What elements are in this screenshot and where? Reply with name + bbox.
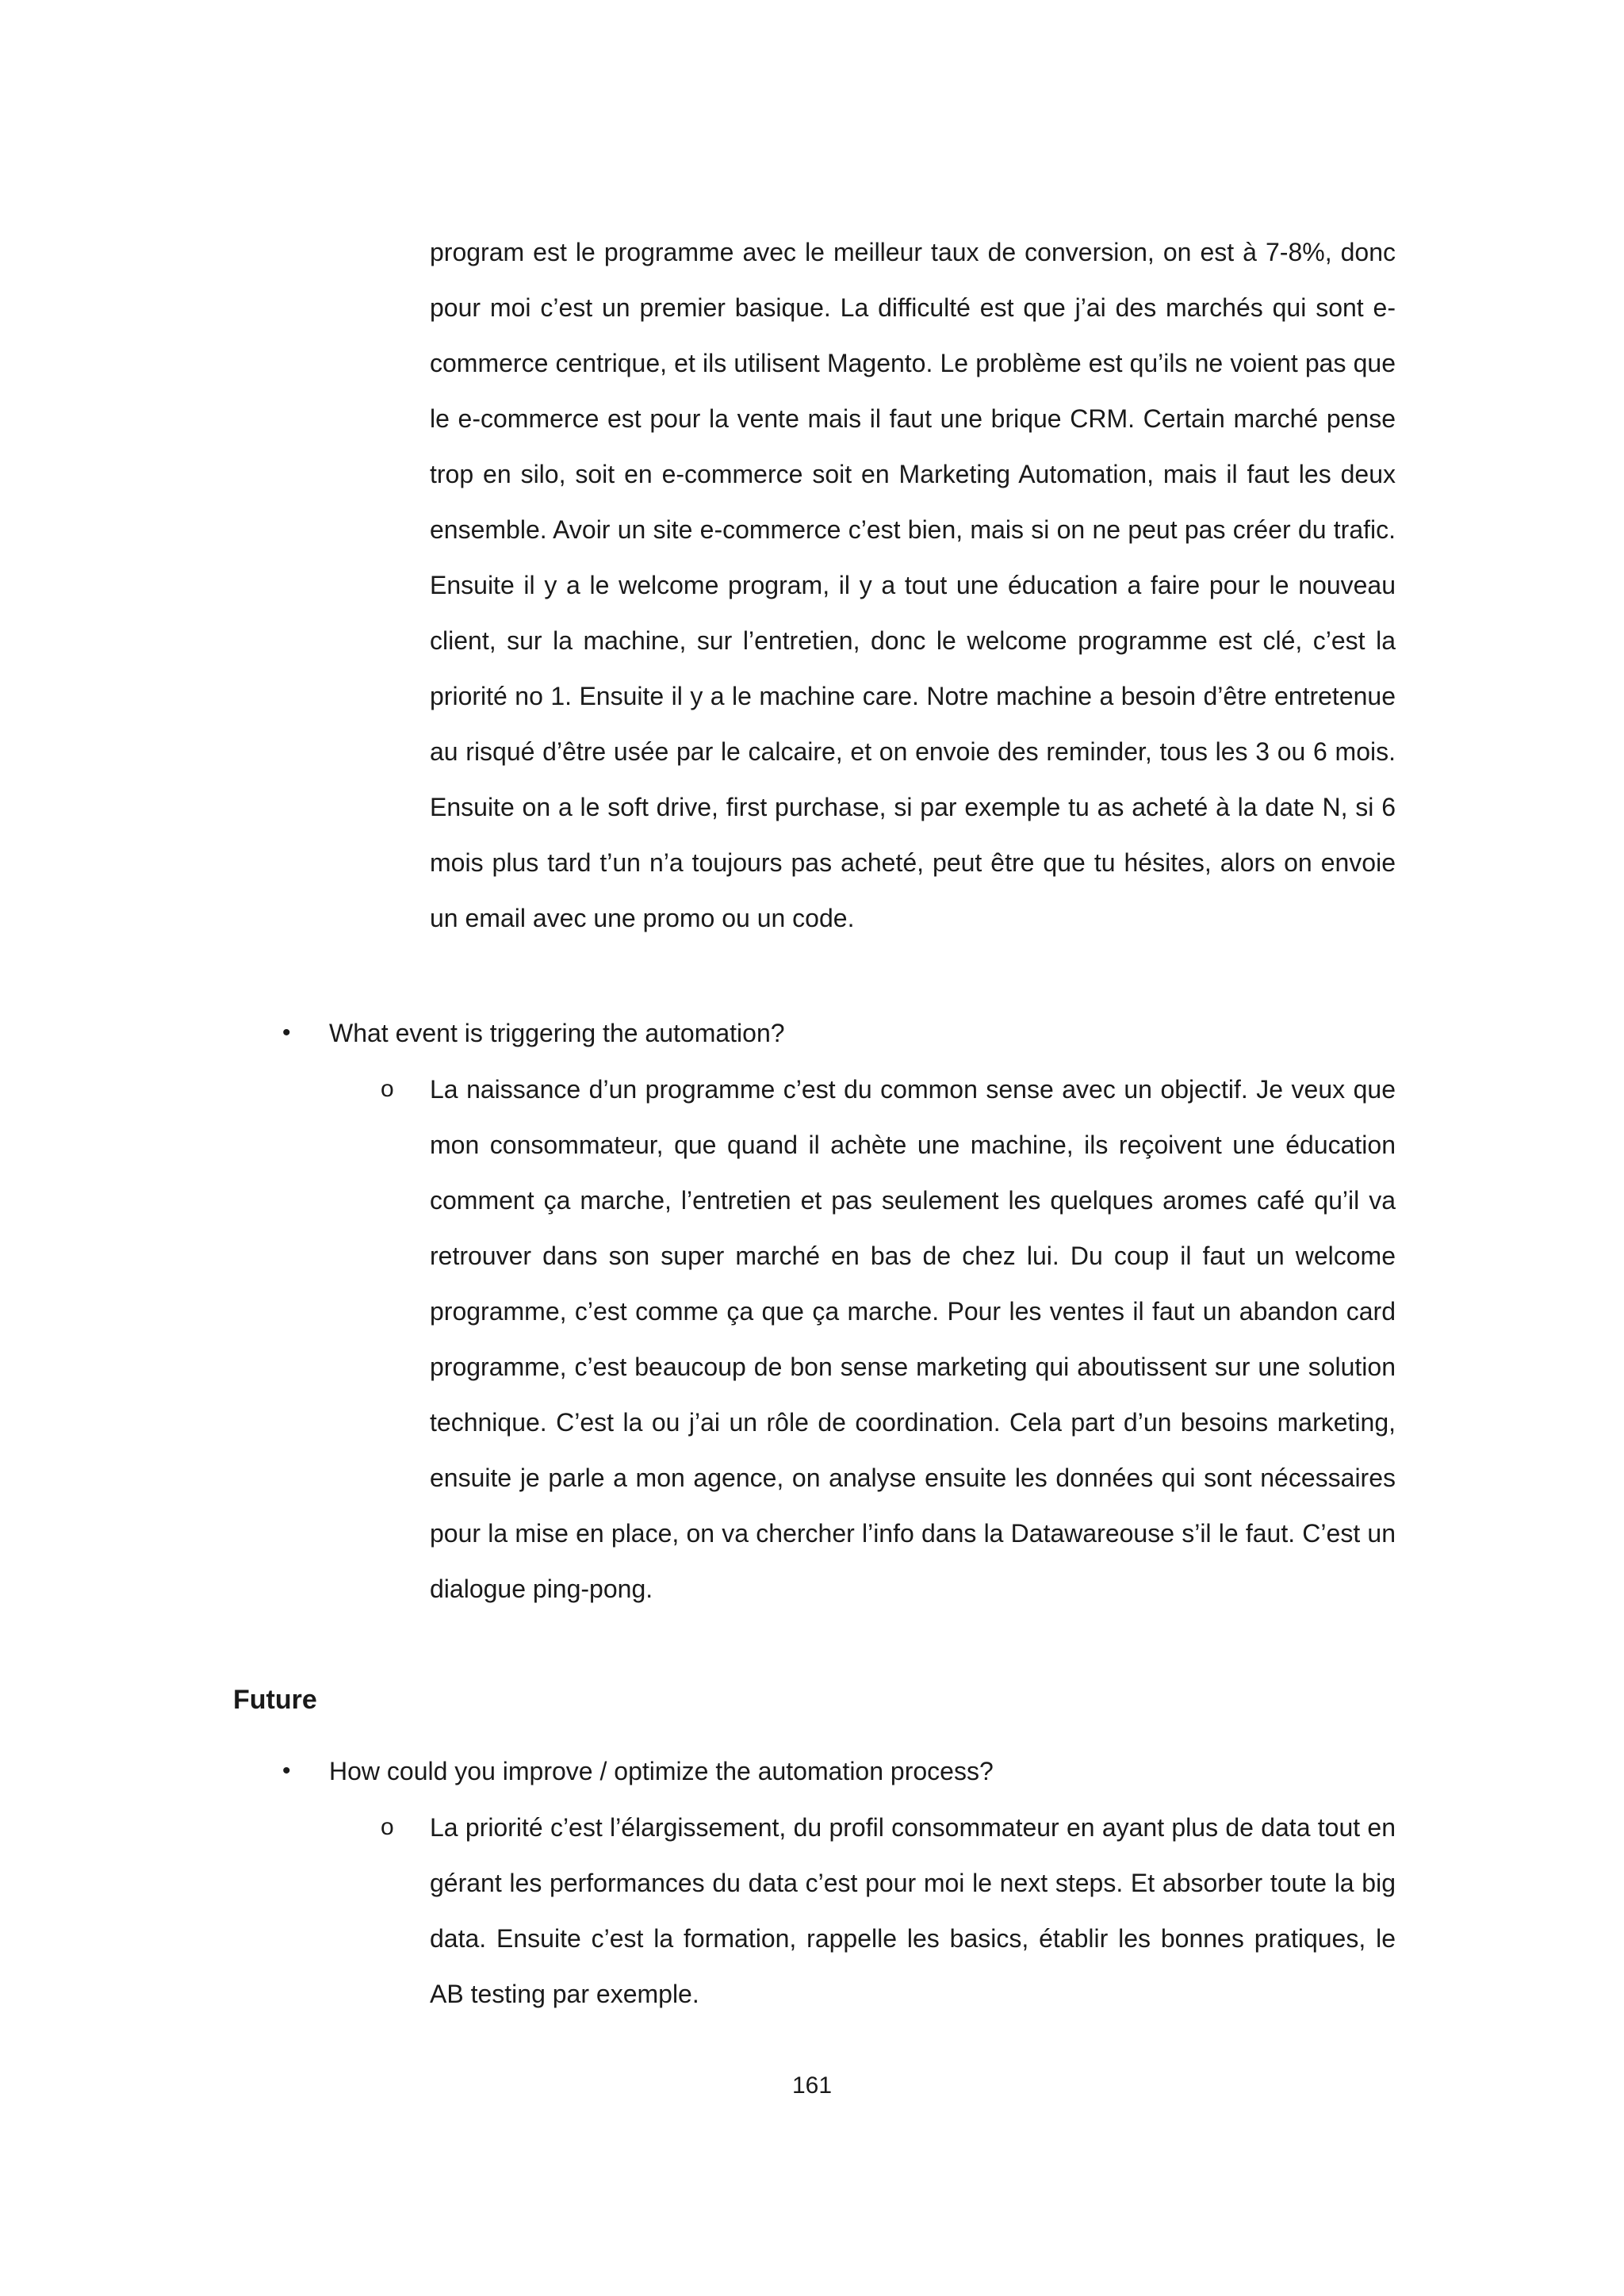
question-improve: How could you improve / optimize the automation process? (329, 1757, 994, 1785)
section-heading-future: Future (233, 1685, 317, 1715)
bullet-icon: • (282, 1020, 291, 1046)
question-triggering: What event is triggering the automation? (329, 1019, 785, 1047)
sub-bullet-icon: o (381, 1076, 394, 1102)
continuation-paragraph: program est le programme avec le meilleur taux de conversion, on est à 7-8%, donc pour moi c’est un premier basique. La difficulté est que j’ai des marchés qui sont e-commerce centrique, et ils utilisent Magento. Le problème est qu’ils ne voient pas que le e-commerce est pour la vente mais il faut une brique CRM. Certain marché pense trop en silo, soit en e-commerce soit en Marketing Automation, mais il faut les deux ensemble. Avoir un site e-commerce c’est bien, mais si on ne peut pas créer du trafic. Ensuite il y a le welcome program, il y a tout une éducation a faire pour le nouveau client, sur la machine, sur l’entretien, donc le welcome programme est clé, c’est la priorité no 1. Ensuite il y a le machine care. Notre machine a besoin d’être entretenue au risqué d’être usée par le calcaire, et on envoie des reminder, tous les 3 ou 6 mois. Ensuite on a le soft drive, first purchase, si par exemple tu as acheté à la date N, si 6 mois plus tard t’un n’a toujours pas acheté, peut être que tu hésites, alors on envoie un email avec une promo ou un code. (430, 238, 1396, 932)
answer-improve: La priorité c’est l’élargissement, du profil consommateur en ayant plus de data tout en gérant les performances du data c’est pour moi le next steps. Et absorber toute la big data. Ensuite c’est la formation, rappelle les basics, établir les bonnes pratiques, le AB testing par exemple. (430, 1813, 1396, 2008)
answer-triggering: La naissance d’un programme c’est du common sense avec un objectif. Je veux que mon consommateur, que quand il achète une machine, ils reçoivent une éducation comment ça marche, l’entretien et pas seulement les quelques aromes café qu’il va retrouver dans son super marché en bas de chez lui. Du coup il faut un welcome programme, c’est comme ça que ça marche. Pour les ventes il faut un abandon card programme, c’est beaucoup de bon sense marketing qui aboutissent sur une solution technique. C’est la ou j’ai un rôle de coordination. Cela part d’un besoins marketing, ensuite je parle a mon agence, on analyse ensuite les données qui sont nécessaires pour la mise en place, on va chercher l’info dans la Datawareouse s’il le faut. C’est un dialogue ping-pong. (430, 1075, 1396, 1603)
sub-bullet-icon: o (381, 1814, 394, 1840)
bullet-icon: • (282, 1758, 291, 1784)
page-number: 161 (791, 2072, 833, 2099)
